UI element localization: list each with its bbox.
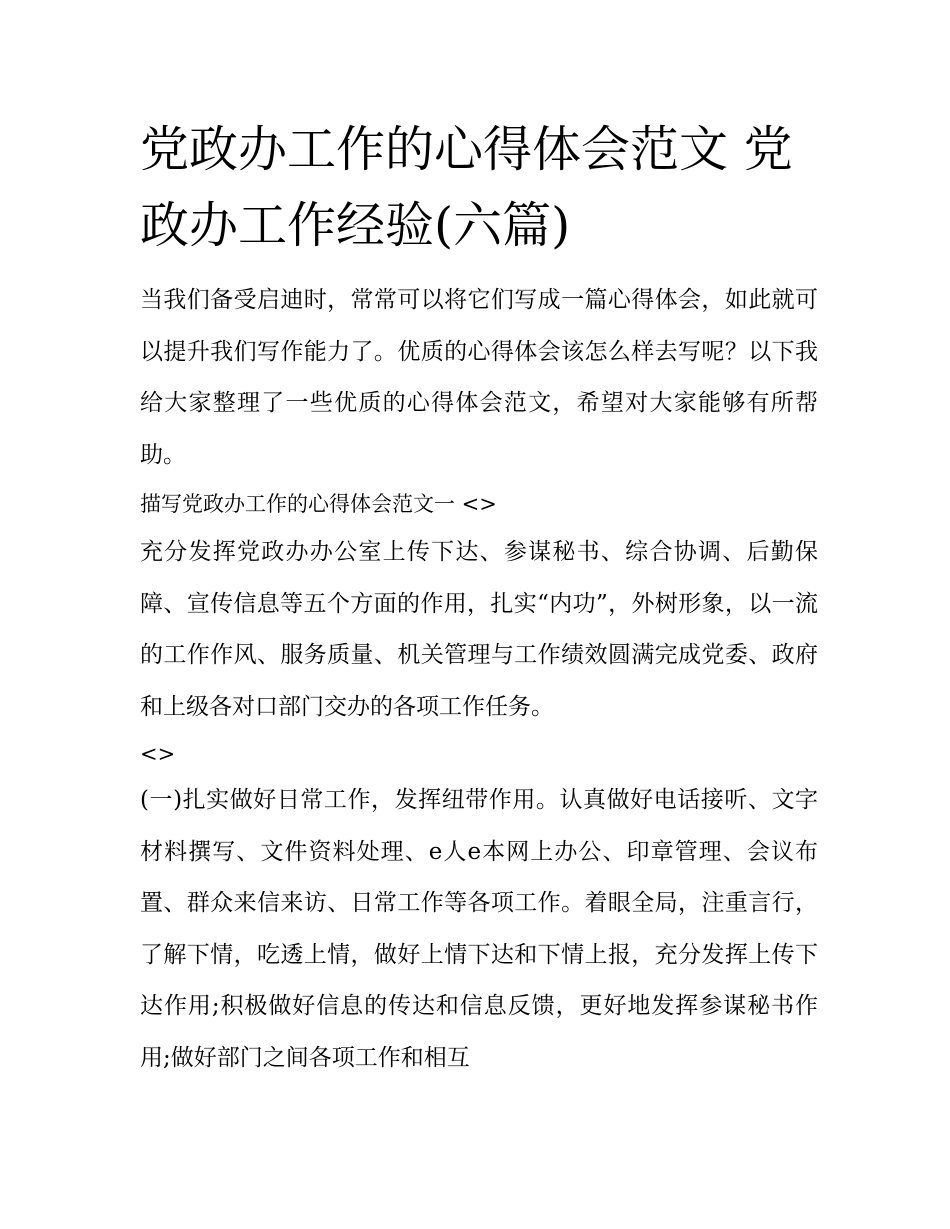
body-paragraph-1: 充分发挥党政办办公室上传下达、参谋秘书、综合协调、后勤保障、宣传信息等五个方面的作用，扎实“内功”，外树形象，以一流的工作作风、服务质量、机关管理与工作绩效圆满完成党委、政府和上级各对口部门交办的各项工作任务。 xyxy=(140,539,818,720)
intro-paragraph: 当我们备受启迪时，常常可以将它们写成一篇心得体会，如此就可以提升我们写作能力了。优质的心得体会该怎么样去写呢？以下我给大家整理了一些优质的心得体会范文，希望对大家能够有所帮助。 xyxy=(140,287,818,468)
section-marker: <> xyxy=(140,742,176,766)
document-body xyxy=(140,275,818,1084)
document-title: 党政办工作的心得体会范文 党政办工作经验(六篇) xyxy=(140,121,793,254)
section-heading: 描写党政办工作的心得体会范文一 <> xyxy=(140,492,497,516)
body-paragraph-2: (一)扎实做好日常工作，发挥纽带作用。认真做好电话接听、文字材料撰写、文件资料处理、e人e本网上办公、印章管理、会议布置、群众来信来访、日常工作等各项工作。着眼全局，注重言行，了解下情，吃透上情，做好上情下达和下情上报，充分发挥上传下达作用;积极做好信息的传达和信息反馈，更好地发挥参谋秘书作用;做好部门之间各项工作和相互 xyxy=(140,787,818,1071)
